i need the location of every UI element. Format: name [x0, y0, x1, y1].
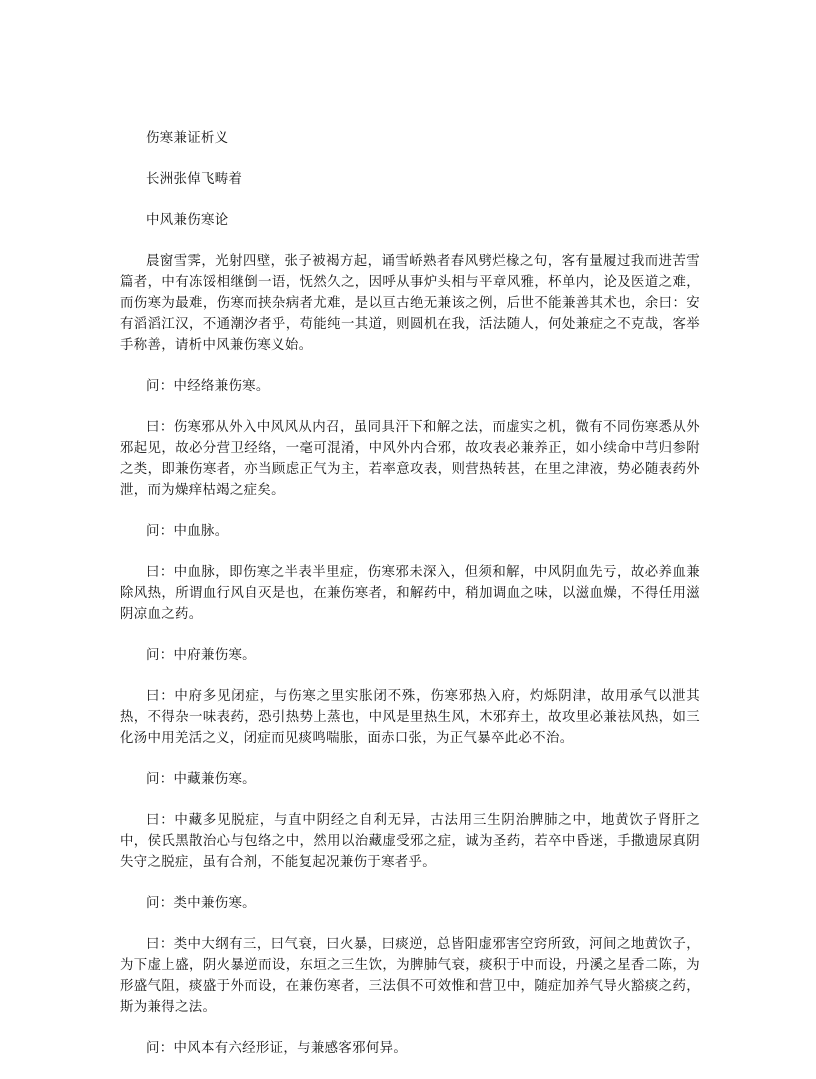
question-paragraph: 问：中藏兼伤寒。 [146, 772, 256, 787]
question-paragraph: 问：中府兼伤寒。 [146, 648, 256, 663]
question-paragraph: 问：中风本有六经形证，与兼感客邪何异。 [146, 1041, 408, 1056]
answer-paragraph: 曰：类中大纲有三，曰气衰，曰火暴，曰痰逆，总皆阳虚邪害空窍所致，河间之地黄饮子，为下虚上盛，阴火暴逆而设，东垣之三生饮，为脾肺气衰，痰积于中而设，丹溪之星香二陈，为形盛气阻，痰盛于外而设，在兼伤寒者，三法俱不可效惟和营卫中，随症加养气导火豁痰之药，斯为兼得之法。 [120, 937, 700, 1015]
answer-paragraph: 曰：伤寒邪从外入中风风从内召，虽同具汗下和解之法，而虚实之机，微有不同伤寒悉从外邪起见，故必分营卫经络，一毫可混淆，中风外内合邪，故攻表必兼养正，如小续命中芎归参附之类，即兼伤寒者，亦当顾虑正气为主，若率意攻表，则营热转甚，在里之津液，势必随表药外泄，而为燥痒枯竭之症矣。 [120, 420, 700, 498]
question-paragraph: 问：中血脉。 [146, 524, 229, 539]
question-paragraph: 问：中经络兼伤寒。 [146, 379, 270, 394]
preface-paragraph: 晨窗雪霁，光射四壁，张子被褐方起，诵雪峤熟者春风劈烂椽之句，客有量履过我而进苦雪篇者，中有冻馁相继倒一语，怃然久之，因呼从事炉头相与平章风雅，杯单内，论及医道之难，而伤寒为最难，伤寒而挟杂病者尤难，是以亘古绝无兼该之例，后世不能兼善其术也，余曰：安有滔滔江汉，不通潮汐者乎，苟能纯一其道，则圆机在我，活法随人，何处兼症之不克哉，客举手称善，请析中风兼伤寒义始。 [120, 254, 700, 353]
answer-paragraph: 曰：中血脉，即伤寒之半表半里症，伤寒邪未深入，但须和解，中风阴血先亏，故必养血兼除风热，所谓血行风自灭是也，在兼伤寒者，和解药中，稍加调血之味，以滋血燥，不得任用滋阴凉血之药。 [120, 565, 700, 622]
section-title: 中风兼伤寒论 [146, 213, 229, 228]
answer-paragraph: 曰：中府多见闭症，与伤寒之里实胀闭不殊，伤寒邪热入府，灼烁阴津，故用承气以泄其热，不得杂一味表药，恐引热势上蒸也，中风是里热生风，木邪弃土，故攻里必兼祛风热，如三化汤中用羌活之义，闭症而见痰鸣喘胀，面赤口张，为正气暴卒此必不治。 [120, 689, 700, 746]
question-paragraph: 问：类中兼伤寒。 [146, 896, 256, 911]
document-title: 伤寒兼证析义 [146, 131, 229, 146]
document-page [120, 128, 700, 1079]
answer-paragraph: 曰：中藏多见脱症，与直中阴经之自利无异，古法用三生阴治脾肺之中，地黄饮子肾肝之中，侯氏黑散治心与包络之中，然用以治藏虚受邪之症，诚为圣药，若卒中昏迷，手撒遗尿真阴失守之脱症，虽有合剂，不能复起况兼伤于寒者乎。 [120, 813, 700, 870]
document-author: 长洲张倬飞畴着 [146, 172, 243, 187]
